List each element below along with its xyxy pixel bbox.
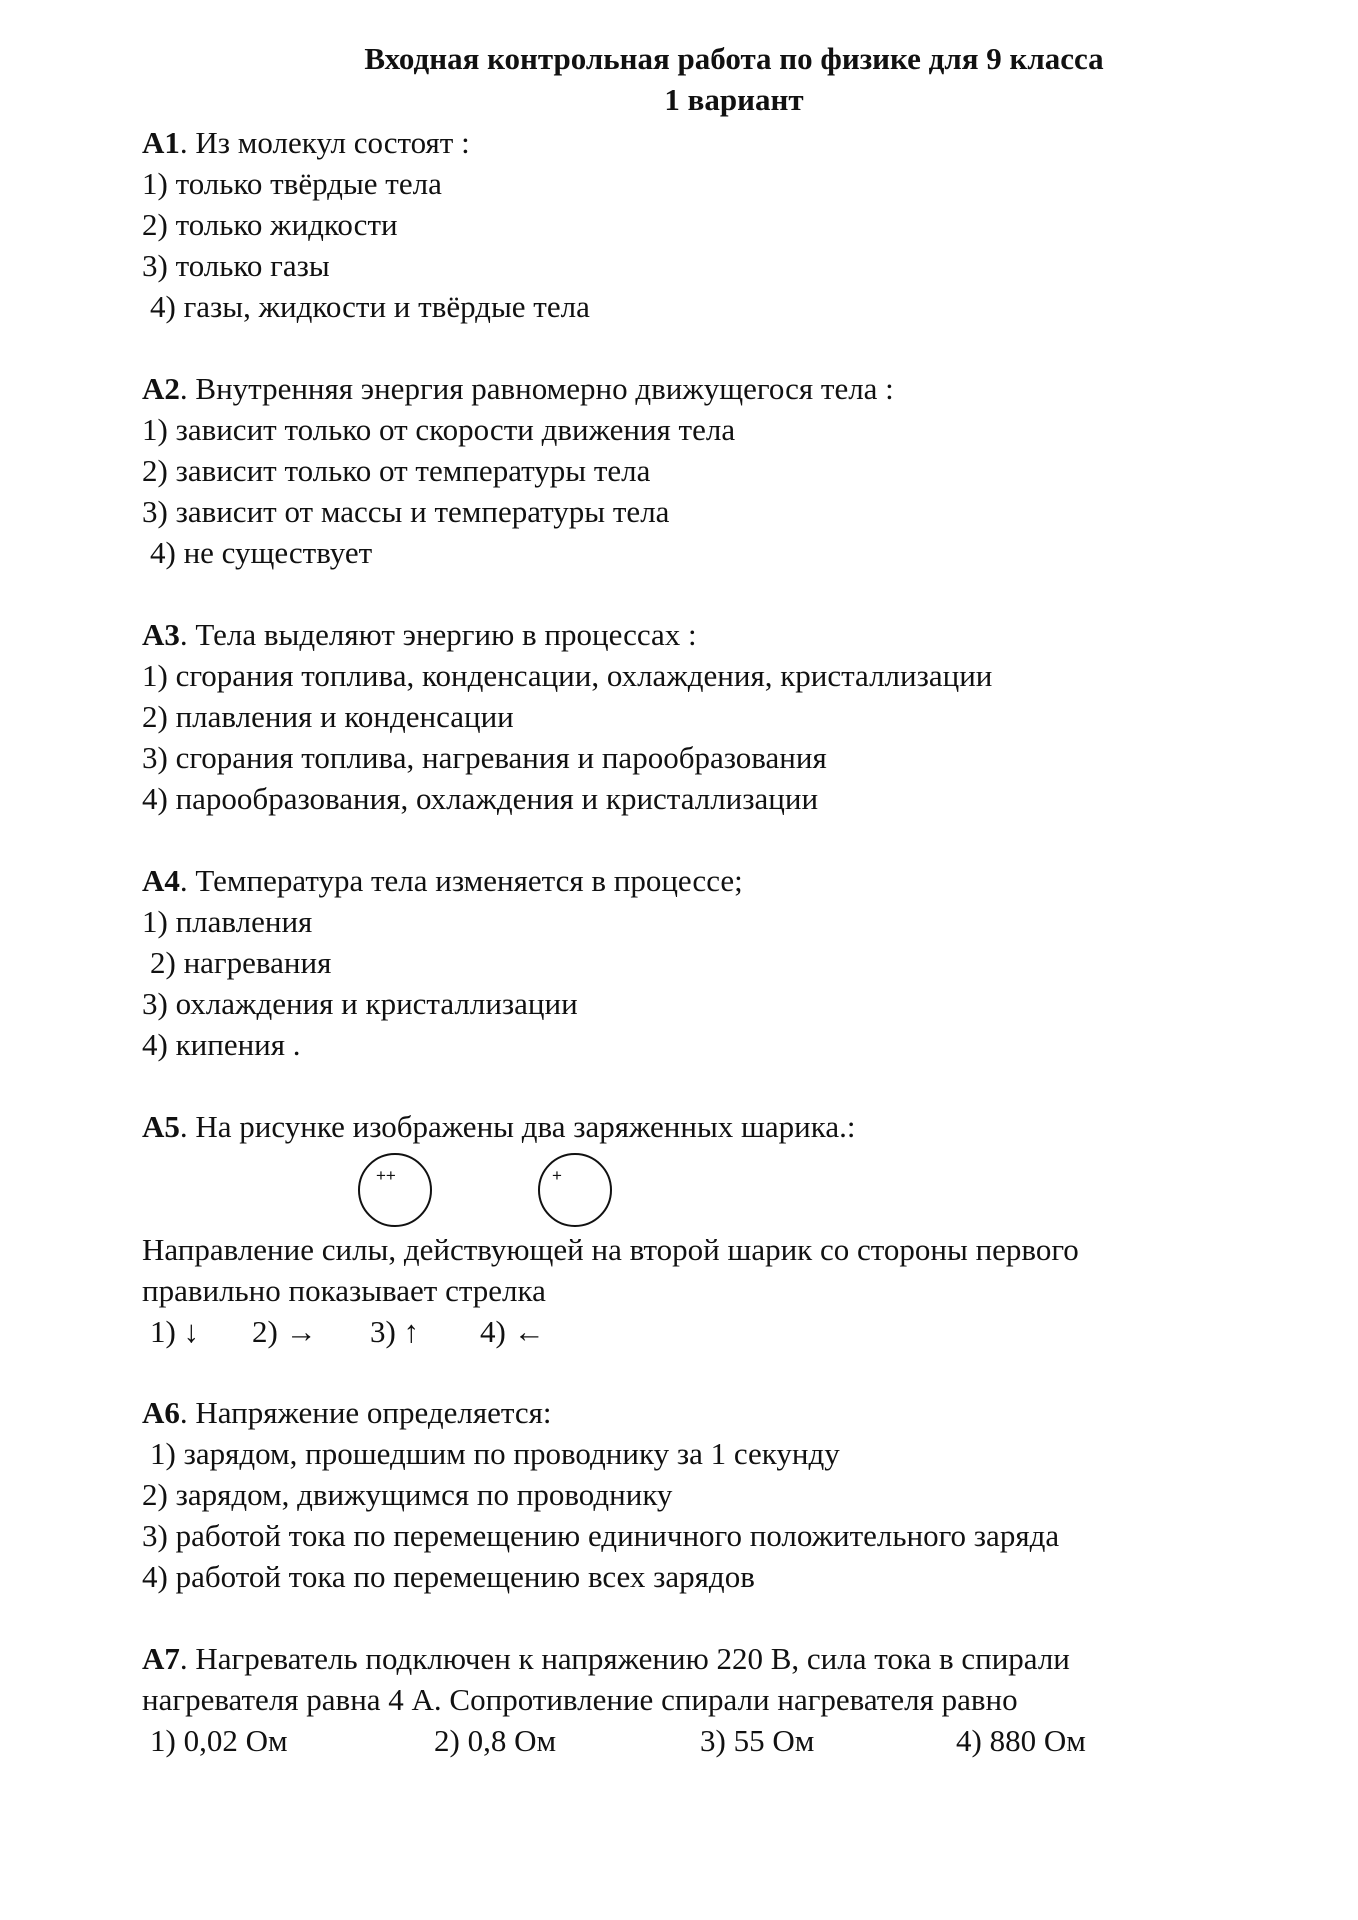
answer-option: 1) ↓ [150,1314,200,1349]
question-text: . На рисунке изображены два заряженных шарика.: [179,1109,856,1144]
answer-option: 4) парообразования, охлаждения и кристаллизации [142,781,819,816]
answer-option: 1) зарядом, прошедшим по проводнику за 1 секунду [150,1436,840,1471]
answer-option: 2) нагревания [150,945,332,980]
answer-option: 4) ← [480,1314,545,1349]
question-a6 [142,1392,1262,1597]
question-number: А3 [142,617,180,652]
question-body-line: правильно показывает стрелка [142,1273,546,1308]
answer-option: 2) 0,8 Ом [434,1723,557,1758]
question-stem [142,122,1262,163]
question-stem [142,1638,1262,1679]
question-a4 [142,860,1262,1065]
answer-option: 2) зарядом, движущимся по проводнику [142,1477,673,1512]
charge-label: + [552,1166,562,1185]
answer-option: 3) 55 Ом [700,1723,815,1758]
answer-options-row [142,1720,1262,1761]
question-a3 [142,614,1262,819]
question-text: . Тела выделяют энергию в процессах : [179,617,697,652]
question-a7 [142,1638,1262,1761]
answer-option: 2) → [252,1314,317,1349]
question-body-line: нагревателя равна 4 А. Сопротивление спирали нагревателя равно [142,1682,1018,1717]
question-number: А6 [142,1395,180,1430]
question-stem [142,860,1262,901]
question-text: . Напряжение определяется: [179,1395,552,1430]
question-a2 [142,368,1262,573]
question-stem [142,614,1262,655]
answer-options-row [142,1311,1262,1352]
charge-label: ++ [376,1166,396,1185]
answer-option: 3) только газы [142,248,330,283]
second-charged-ball [538,1153,612,1227]
question-number: А4 [142,863,180,898]
question-stem [142,368,1262,409]
charged-balls-figure [142,1147,1262,1229]
answer-option: 4) 880 Ом [956,1723,1086,1758]
question-text: . Температура тела изменяется в процессе; [179,863,743,898]
worksheet-title: Входная контрольная работа по физике для 9 класса [364,41,1104,76]
answer-option: 1) только твёрдые тела [142,166,442,201]
question-stem [142,1392,1262,1433]
answer-option: 4) газы, жидкости и твёрдые тела [150,289,590,324]
answer-option: 3) ↑ [370,1314,420,1349]
answer-option: 1) 0,02 Ом [150,1723,288,1758]
answer-option: 3) охлаждения и кристаллизации [142,986,578,1021]
question-number: А7 [142,1641,180,1676]
answer-option: 1) плавления [142,904,313,939]
answer-option: 1) зависит только от скорости движения тела [142,412,736,447]
question-a5 [142,1106,1262,1352]
first-charged-ball [358,1153,432,1227]
variant-label: 1 вариант [664,82,804,117]
question-stem [142,1106,1262,1147]
question-number: А5 [142,1109,180,1144]
question-body-line: Направление силы, действующей на второй шарик со стороны первого [142,1232,1079,1267]
answer-option: 4) не существует [150,535,373,570]
answer-option: 4) работой тока по перемещению всех зарядов [142,1559,755,1594]
answer-option: 2) плавления и конденсации [142,699,514,734]
answer-option: 3) зависит от массы и температуры тела [142,494,670,529]
question-number: А1 [142,125,180,160]
question-text: . Внутренняя энергия равномерно движущегося тела : [179,371,894,406]
question-a1 [142,122,1262,327]
answer-option: 3) сгорания топлива, нагревания и парообразования [142,740,827,775]
question-number: А2 [142,371,180,406]
answer-option: 3) работой тока по перемещению единичного положительного заряда [142,1518,1060,1553]
answer-option: 2) зависит только от температуры тела [142,453,651,488]
answer-option: 1) сгорания топлива, конденсации, охлаждения, кристаллизации [142,658,993,693]
answer-option: 4) кипения . [142,1027,301,1062]
answer-option: 2) только жидкости [142,207,398,242]
question-text: . Нагреватель подключен к напряжению 220 В, сила тока в спирали [179,1641,1070,1676]
question-text: . Из молекул состоят : [179,125,470,160]
